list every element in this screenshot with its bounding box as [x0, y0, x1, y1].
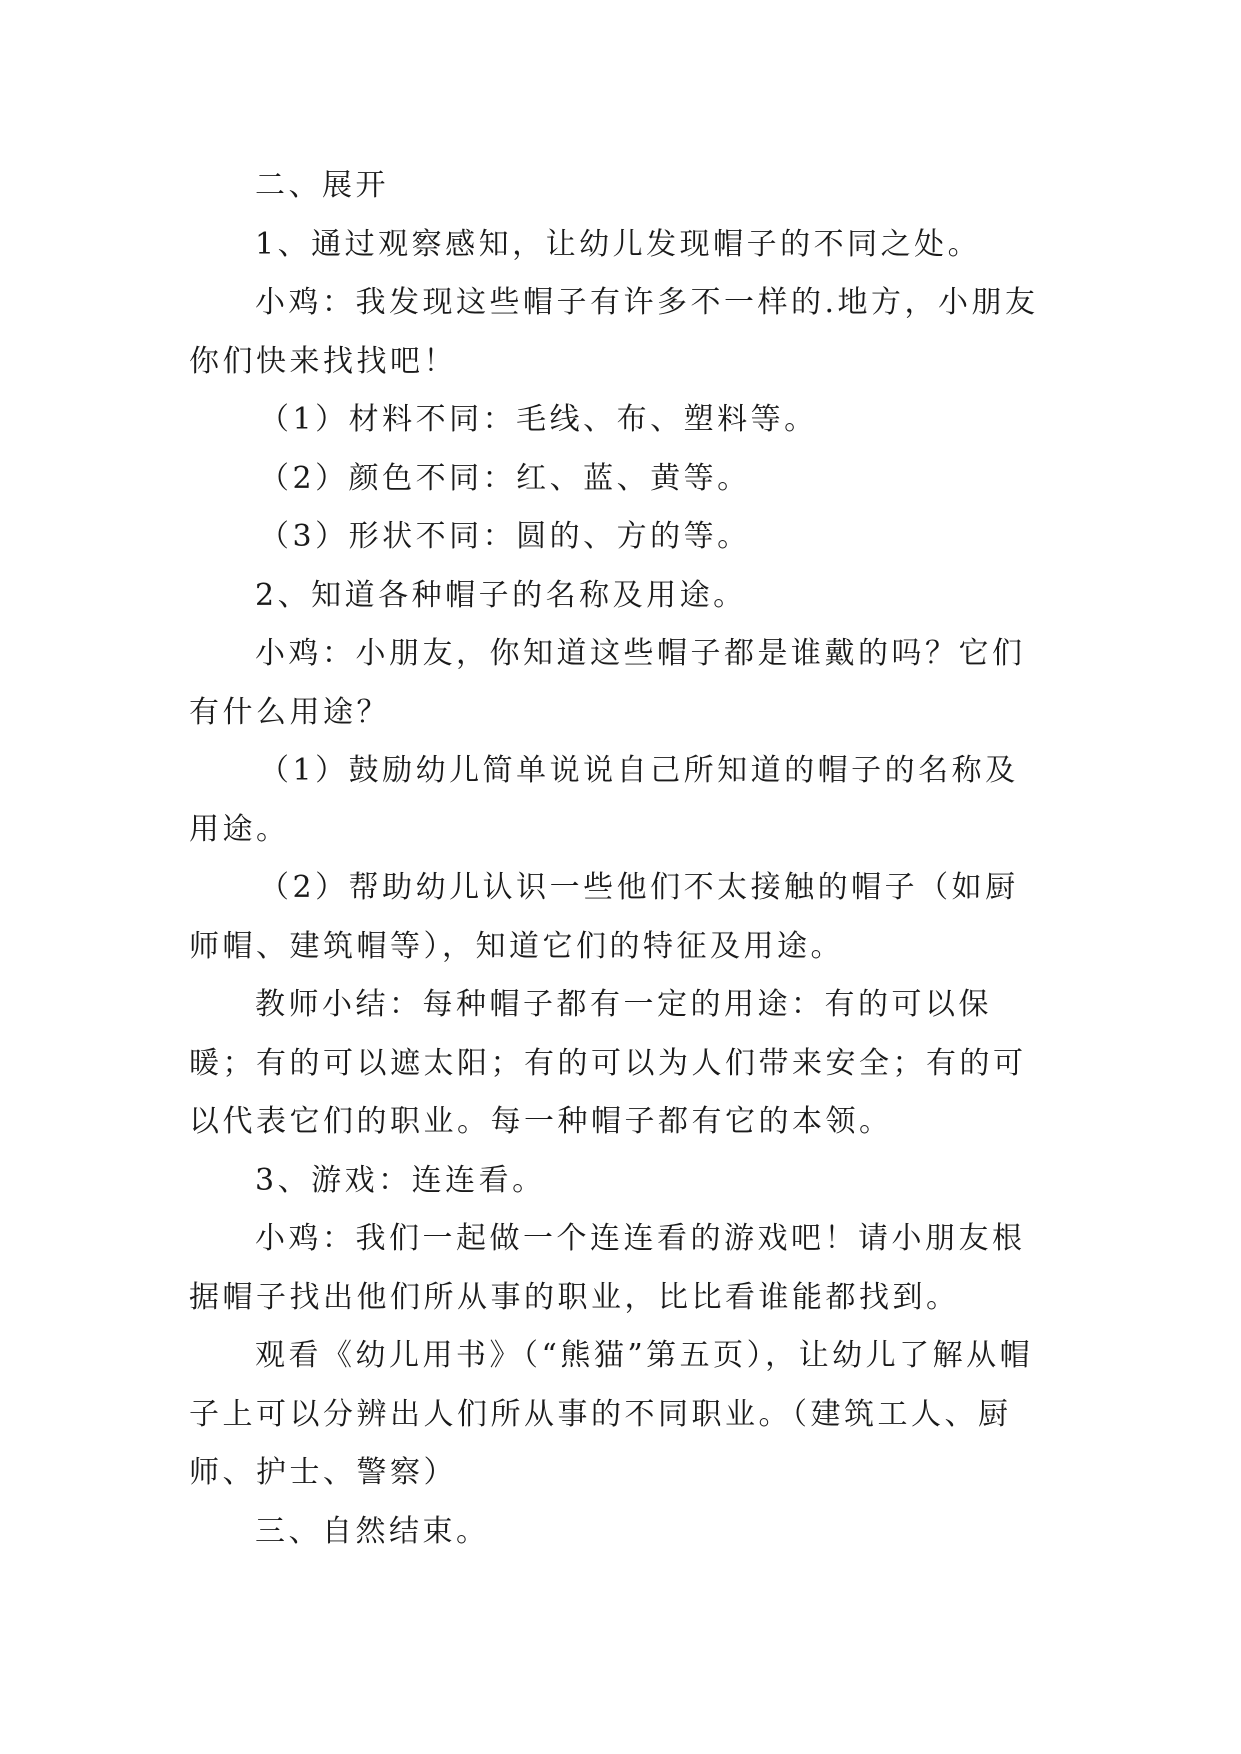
list-item-shape: （3）形状不同：圆的、方的等。	[259, 519, 751, 554]
list-item-material: （1）材料不同：毛线、布、塑料等。	[259, 402, 818, 437]
chick-dialogue-1: 小鸡：我发现这些帽子有许多不一样的.地方，小朋友你们快来找找吧！	[189, 285, 1039, 379]
teacher-summary: 教师小结：每种帽子都有一定的用途：有的可以保暖；有的可以遮太阳；有的可以为人们带来安全；有的可以代表它们的职业。每一种帽子都有它的本领。	[189, 987, 1027, 1139]
step-3-heading: 3、游戏：连连看。	[255, 1162, 546, 1198]
document-body	[189, 157, 1051, 1561]
list-item-color: （2）颜色不同：红、蓝、黄等。	[259, 460, 751, 496]
step-1-heading: 1、通过观察感知，让幼儿发现帽子的不同之处。	[255, 226, 982, 262]
chick-dialogue-3: 小鸡：我们一起做一个连连看的游戏吧！请小朋友根据帽子找出他们所从事的职业，比比看谁能都找到。	[189, 1221, 1026, 1315]
step-2-heading: 2、知道各种帽子的名称及用途。	[255, 577, 747, 613]
list-item-help: （2）帮助幼儿认识一些他们不太接触的帽子（如厨师帽、建筑帽等），知道它们的特征及用途。	[189, 870, 1019, 964]
chick-dialogue-2: 小鸡：小朋友，你知道这些帽子都是谁戴的吗？它们有什么用途？	[189, 636, 1026, 730]
observe-paragraph: 观看《幼儿用书》（“熊猫”第五页），让幼儿了解从帽子上可以分辨出人们所从事的不同职业。（建筑工人、厨师、护士、警察）	[189, 1338, 1034, 1490]
list-item-encourage: （1）鼓励幼儿简单说说自己所知道的帽子的名称及用途。	[189, 753, 1019, 847]
section-heading-end: 三、自然结束。	[255, 1513, 490, 1549]
section-heading-expand: 二、展开	[255, 168, 389, 203]
